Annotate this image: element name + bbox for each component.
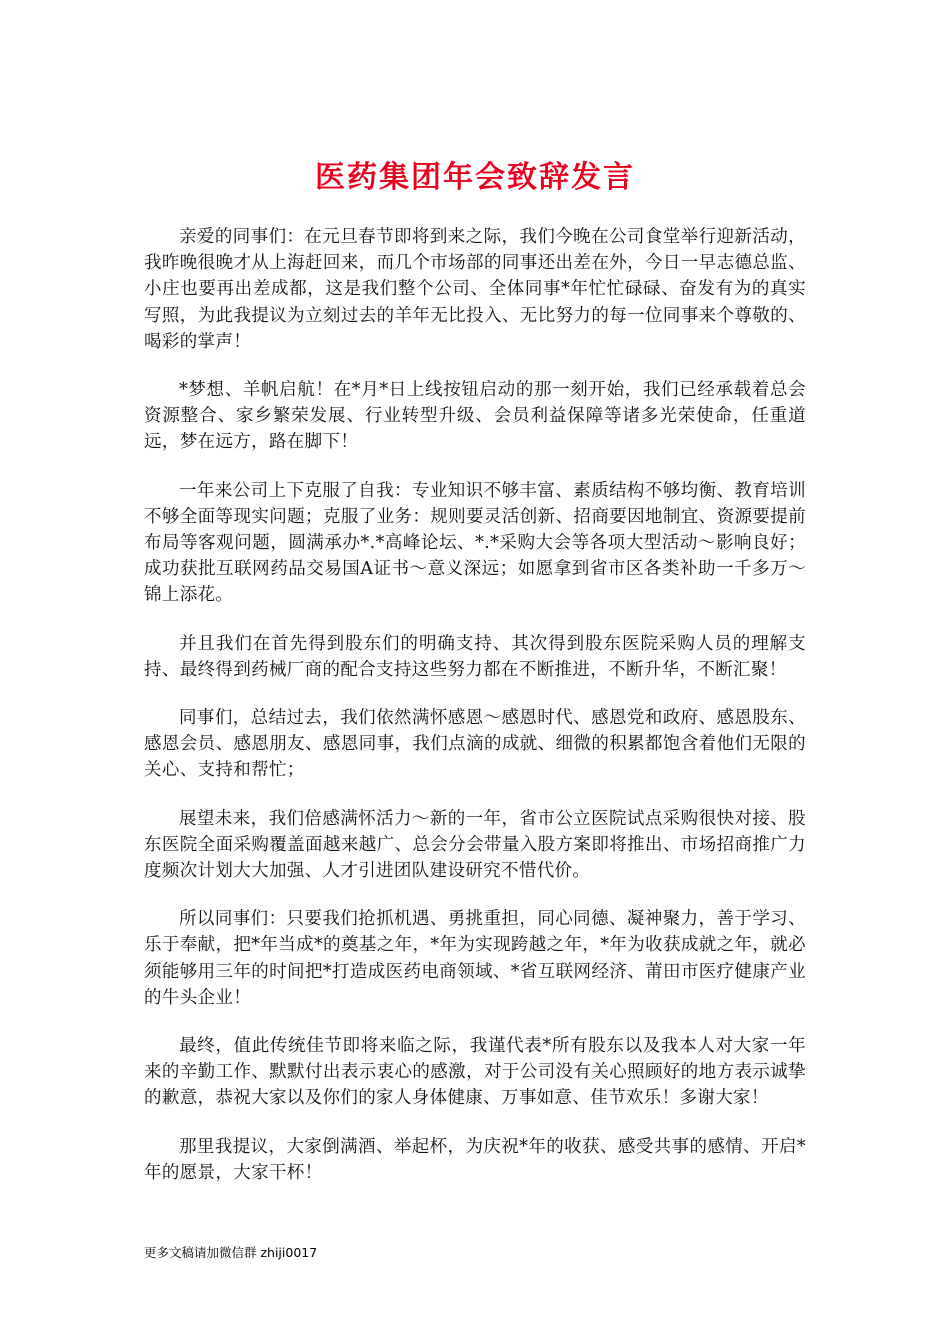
paragraph: 那里我提议，大家倒满酒、举起杯，为庆祝*年的收获、感受共事的感情、开启*年的愿景，大家干杯！: [144, 1136, 806, 1183]
paragraph: *梦想、羊帆启航！在*月*日上线按钮启动的那一刻开始，我们已经承载着总会资源整合、家乡繁荣发展、行业转型升级、会员利益保障等诸多光荣使命，任重道远，梦在远方，路在脚下！: [144, 380, 806, 453]
document-title: 医药集团年会致辞发言: [315, 160, 635, 195]
paragraph: 最终，值此传统佳节即将来临之际，我谨代表*所有股东以及我本人对大家一年来的辛勤工作、默默付出表示衷心的感激，对于公司没有关心照顾好的地方表示诚挚的歉意，恭祝大家以及你们的家人身体健康、万事如意、佳节欢乐！多谢大家！: [144, 1036, 806, 1109]
paragraph: 展望未来，我们倍感满怀活力～新的一年，省市公立医院试点采购很快对接、股东医院全面采购覆盖面越来越广、总会分会带量入股方案即将推出、市场招商推广力度频次计划大大加强、人才引进团队建设研究不惜代价。: [144, 808, 806, 882]
paragraph: 所以同事们：只要我们抢抓机遇、勇挑重担，同心同德、凝神聚力，善于学习、乐于奉献，把*年当成*的奠基之年，*年为实现跨越之年，*年为收获成就之年，就必须能够用三年的时间把*打造成医药电商领域、*省互联网经济、莆田市医疗健康产业的牛头企业！: [144, 909, 806, 1008]
footer-note: 更多文稿请加微信群 zhiji0017: [144, 1245, 318, 1260]
document-body: [144, 224, 806, 1208]
paragraph: 一年来公司上下克服了自我：专业知识不够丰富、素质结构不够均衡、教育培训不够全面等现实问题；克服了业务：规则要灵活创新、招商要因地制宜、资源要提前布局等客观问题，圆满承办*.*高峰论坛、*.*采购大会等各项大型活动～影响良好；成功获批互联网药品交易国A证书～意义深远；如愿拿到省市区各类补助一千多万～锦上添花。: [144, 480, 806, 606]
paragraph: 并且我们在首先得到股东们的明确支持、其次得到股东医院采购人员的理解支持、最终得到药械厂商的配合支持这些努力都在不断推进，不断升华，不断汇聚！: [144, 633, 806, 680]
paragraph: 同事们，总结过去，我们依然满怀感恩～感恩时代、感恩党和政府、感恩股东、感恩会员、感恩朋友、感恩同事，我们点滴的成就、细微的积累都饱含着他们无限的关心、支持和帮忙；: [144, 708, 806, 781]
paragraph: 亲爱的同事们：在元旦春节即将到来之际，我们今晚在公司食堂举行迎新活动，我昨晚很晚才从上海赶回来，而几个市场部的同事还出差在外，今日一早志德总监、小庄也要再出差成都，这是我们整个公司、全体同事*年忙忙碌碌、奋发有为的真实写照，为此我提议为立刻过去的羊年无比投入、无比努力的每一位同事来个尊敬的、喝彩的掌声！: [144, 227, 806, 352]
